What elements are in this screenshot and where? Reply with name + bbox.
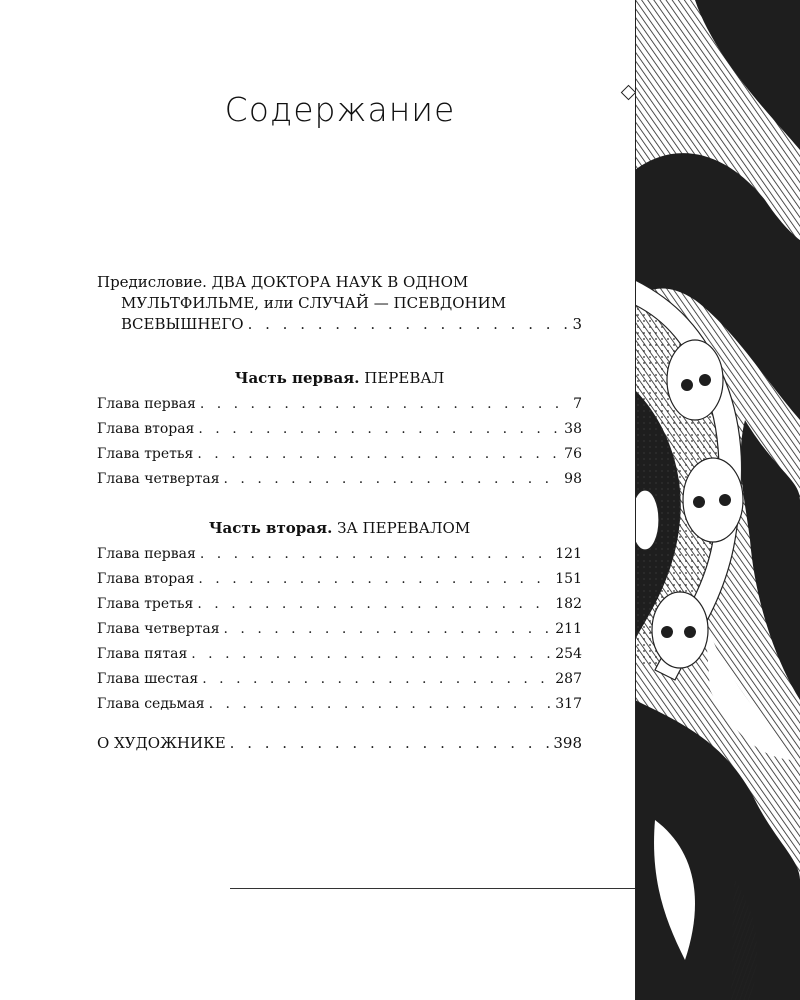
- dot-leader: [197, 442, 560, 467]
- page-number: 121: [555, 546, 582, 562]
- preface-line-1: Предисловие. ДВА ДОКТОРА НАУК В ОДНОМ: [97, 273, 469, 291]
- toc-row[interactable]: [97, 442, 582, 467]
- chapter-label: Глава пятая: [97, 646, 188, 662]
- toc-row[interactable]: [97, 417, 582, 442]
- preface-last-line: [97, 314, 582, 335]
- toc-row[interactable]: [97, 617, 582, 642]
- toc-row[interactable]: [97, 667, 582, 692]
- illustration-svg: [635, 0, 800, 1000]
- toc-row[interactable]: [97, 592, 582, 617]
- bottom-rule: [230, 888, 635, 889]
- toc-row[interactable]: [97, 542, 582, 567]
- page-number: 38: [564, 421, 582, 437]
- dot-leader: [224, 617, 552, 642]
- dot-leader: [202, 667, 551, 692]
- part-heading: [97, 364, 582, 392]
- dot-leader: [230, 731, 550, 756]
- part-title: ЗА ПЕРЕВАЛОМ: [337, 519, 471, 537]
- chapter-label: Глава третья: [97, 446, 194, 462]
- toc-about: [97, 731, 582, 756]
- dot-leader: [197, 592, 551, 617]
- page-number: 398: [553, 734, 582, 752]
- toc-preface-entry[interactable]: [97, 272, 582, 335]
- chapter-label: Глава седьмая: [97, 696, 205, 712]
- page-number: 7: [573, 396, 582, 412]
- toc-part-1: [97, 364, 582, 492]
- decorative-illustration: [635, 0, 800, 1000]
- part-title: ПЕРЕВАЛ: [364, 369, 445, 387]
- chapter-label: Глава четвертая: [97, 471, 220, 487]
- page-number: 182: [555, 596, 582, 612]
- toc-row[interactable]: [97, 567, 582, 592]
- page-number: 76: [564, 446, 582, 462]
- chapter-label: Глава четвертая: [97, 621, 220, 637]
- chapter-label: Глава вторая: [97, 421, 195, 437]
- chapter-label: Глава первая: [97, 396, 196, 412]
- preface-line-2: МУЛЬТФИЛЬМЕ, или СЛУЧАЙ — ПСЕВДОНИМ: [121, 294, 507, 312]
- preface-line-3: ВСЕВЫШНЕГО: [121, 315, 244, 333]
- page-number: 211: [555, 621, 582, 637]
- chapter-label: Глава первая: [97, 546, 196, 562]
- page-number: 98: [564, 471, 582, 487]
- toc-row[interactable]: [97, 392, 582, 417]
- dot-leader: [209, 692, 552, 717]
- toc-row[interactable]: [97, 467, 582, 492]
- dot-leader: [200, 392, 569, 417]
- dot-leader: [191, 642, 551, 667]
- page-title: Содержание: [224, 90, 456, 129]
- dot-leader: [198, 417, 560, 442]
- toc-row[interactable]: [97, 642, 582, 667]
- chapter-label: Глава шестая: [97, 671, 199, 687]
- part-heading: [97, 514, 582, 542]
- chapter-label: Глава третья: [97, 596, 194, 612]
- page-number: 287: [555, 671, 582, 687]
- toc-row[interactable]: [97, 692, 582, 717]
- dot-leader: [224, 467, 561, 492]
- dot-leader: [200, 542, 551, 567]
- dot-leader: [198, 567, 551, 592]
- page-number: 317: [555, 696, 582, 712]
- toc-part-2: [97, 514, 582, 717]
- about-label: О ХУДОЖНИКЕ: [97, 734, 226, 752]
- page-number: 151: [555, 571, 582, 587]
- page-number: 3: [572, 315, 582, 333]
- dot-leader: [248, 314, 569, 335]
- part-label: Часть первая.: [234, 369, 360, 387]
- part-label: Часть вторая.: [208, 519, 333, 537]
- toc-row-about[interactable]: [97, 731, 582, 756]
- chapter-label: Глава вторая: [97, 571, 195, 587]
- page-number: 254: [555, 646, 582, 662]
